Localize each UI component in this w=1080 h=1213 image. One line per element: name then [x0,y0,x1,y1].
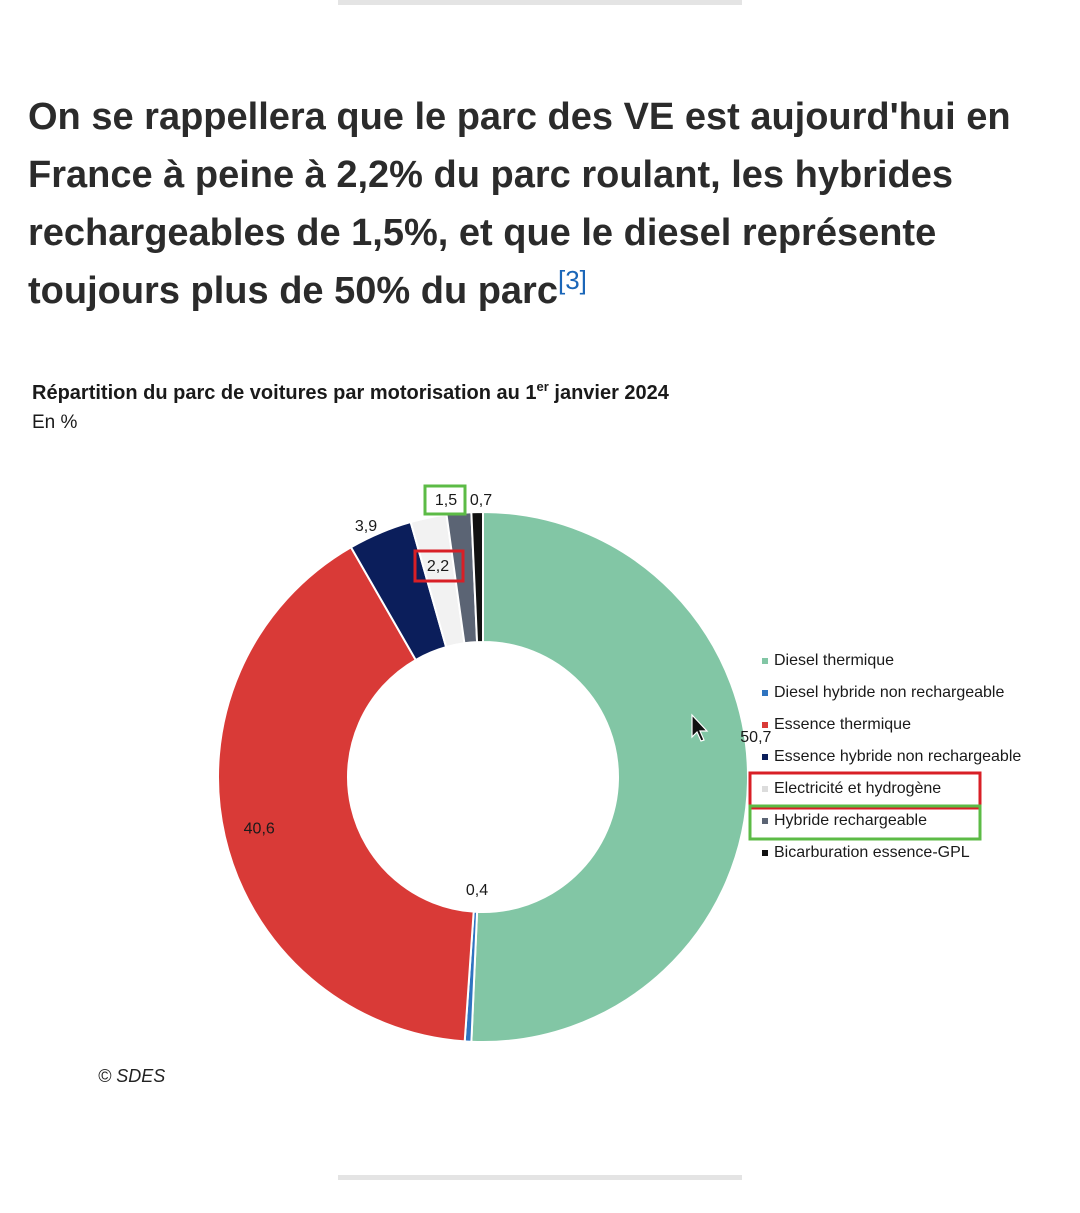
divider-bottom [338,1175,742,1180]
legend-item-diesel-thermique: Diesel thermique [774,652,895,669]
legend-item-essence-hybride-non-rechargeable: Essence hybride non rechargeable [774,748,1022,765]
chart-title-end: janvier 2024 [548,382,669,404]
legend-swatch-essence-thermique [762,722,768,728]
data-label-diesel-hybride-non-rechargeable: 0,4 [465,882,489,899]
data-label-diesel-thermique: 50,7 [740,729,772,747]
reference-link[interactable]: [3] [557,265,587,295]
chart-source: © SDES [98,1066,166,1086]
legend-swatch-diesel-hybride-non-rechargeable [762,690,768,696]
data-label-bicarburation-essence-gpl: 0,7 [469,492,493,509]
legend-swatch-electricite-et-hydrogene [762,786,768,792]
slice-diesel-thermique [471,512,748,1042]
legend-swatch-essence-hybride-non-rechargeable [762,754,768,760]
chart-subtitle: En % [32,412,78,433]
legend-item-bicarburation-essence-gpl: Bicarburation essence-GPL [774,844,970,861]
legend-swatch-bicarburation-essence-gpl [762,850,768,856]
data-label-electricite-et-hydrogene: 2,2 [426,558,450,575]
chart-figure [0,360,1080,1120]
data-label-essence-thermique: 40,6 [243,820,275,838]
paragraph-text: On se rappellera que le parc des VE est aujourd'hui en France à peine à 2,2% du parc roulant, les hybrides rechargeables de 1,5%, et que le diesel représente toujours plus de 50% du parc [28,96,1011,312]
legend-item-electricite-et-hydrogene: Electricité et hydrogène [774,780,942,797]
chart-title [32,379,670,404]
chart-title-sup: er [536,379,549,394]
data-label-essence-hybride-non-rechargeable: 3,9 [354,518,378,535]
divider-top [338,0,742,5]
legend-item-essence-thermique: Essence thermique [774,716,911,733]
legend-swatch-hybride-rechargeable [762,818,768,824]
legend-item-diesel-hybride-non-rechargeable: Diesel hybride non rechargeable [774,684,1005,701]
donut-slices [218,512,748,1042]
legend-item-hybride-rechargeable: Hybride rechargeable [774,812,927,829]
data-label-hybride-rechargeable: 1,5 [434,492,458,509]
article-paragraph [28,88,1038,320]
chart-legend [750,652,1021,861]
legend-swatch-diesel-thermique [762,658,768,664]
chart-title-main: Répartition du parc de voitures par motorisation au 1 [32,382,537,404]
